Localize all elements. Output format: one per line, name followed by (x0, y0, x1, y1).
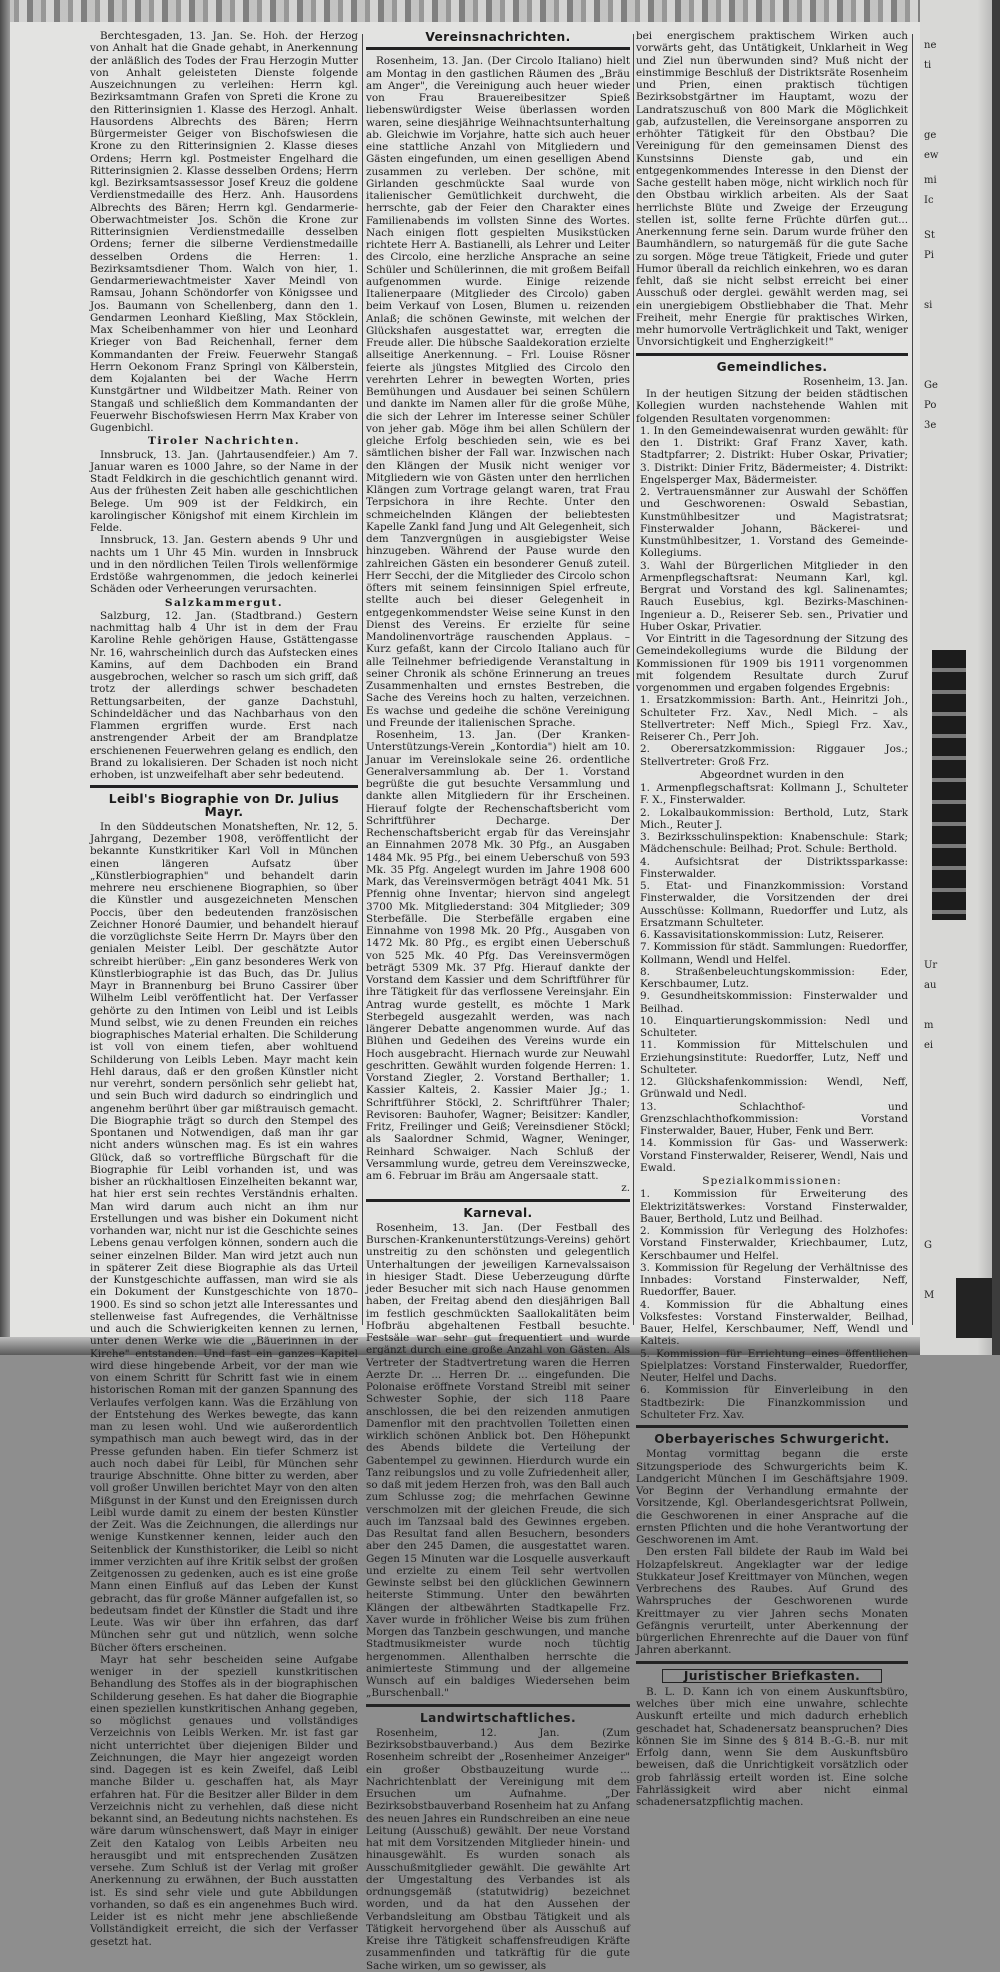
list-item: 11. Kommission für Mittelschulen und Erziehungsinstitute: Ruedorffer, Lutz, Neff und Schulteter. (640, 1039, 908, 1076)
election-list (636, 425, 908, 633)
article-text: Rosenheim, 12. Jan. (Zum Bezirksobstbauverband.) Aus dem Bezirke Rosenheim schreibt der „Rosenheimer Anzeiger" ein großer Obstbauzeitung wurde ... Nachrichtenblatt der Vereinigung mit dem Ersuchen um Aufnahme. „Der Bezirksobstbauverband Rosenheim hat zu Anfang des neuen Jahres ein Rundschreiben an eine neue Leitung (Ausschuß) gewählt. Der neue Vorstand hat mit dem Vorsitzenden Mitglieder hinein- und hinausgewählt. Es wurden sonach als Ausschußmitglieder gewählt. Die gewählte Art der Umgestaltung des Verbandes ist als ordnungsgemäß (statutwidrig) bezeichnet worden, und da hat den Aussehen der Verbandsleitung am Obstbau Tätigkeit und als Tätigkeit hervorgehend über als Ausschuß auf Kreise ihre Tätigkeit schaffensfreudigen Kräfte zusammenfinden und tatkräftig für die gute Sache wirken, um so gewisser, als (366, 1726, 630, 1972)
adjacent-text-fragment: Po (924, 400, 937, 411)
article-dateline: Rosenheim, 13. Jan. (802, 375, 908, 388)
adjacent-text-fragment: Ge (924, 380, 938, 391)
list-item: 5. Etat- und Finanzkommission: Vorstand Finsterwalder, die Vorsitzenden der drei Ausschüsse: Kollmann, Ruedorffer und Lutz, als Ersatzmann Schulteter. (640, 880, 908, 929)
article-obstbau-continued (636, 30, 908, 349)
column-divider-3 (912, 34, 913, 1325)
adjacent-text-fragment: 3e (924, 420, 937, 431)
list-subheading: Abgeordnet wurden in den (699, 768, 845, 781)
list-item: 6. Kassavisitationskommission: Lutz, Reiserer. (640, 929, 885, 941)
article-text: Rosenheim, 13. Jan. (Der Festball des Burschen-Krankenunterstützungs-Vereins) gehört unstreitig zu den schönsten und gelegentlich Unterhaltungen der jeweiligen Karnevalssaison in hiesiger Stadt. Diese Ueberzeugung dürfte jeder Besucher mit sich nach Hause genommen haben, der Freitag abend den diesjährigen Ball im festlich geschmückten Saallokalitäten beim Hofbräu abgehaltenen Festball besuchte. Festsäle war sehr gut frequentiert und wurde ergänzt durch eine große Anzahl von Gästen. Als Vertreter der Stadtvertretung waren die Herren Aerzte Dr. ... Herren Dr. ... eingefunden. Die Polonaise eröffnete Vorstand Streibl mit seiner Schwester Sophie, der sich 118 Paare anschlossen, die bei den reizenden anmutigen Damenflor mit den prachtvollen Toiletten einen wirklich schönen Anblick bot. Den Höhepunkt des Abends bildete die Verteilung der Gabentempel zu gewinnen. Hierdurch wurde ein Tanz reibungslos und zu volle Zufriedenheit aller, so daß mit jedem Herzen froh, was den Ball auch zum Schlusse zog; die mehrfachen Gewinne verschmolzen mit der gleichen Freude, die sich auch im Tanzsaal bald des Gewinnes ergeben. Das Resultat fand allen Besuchern, besonders aber den 245 Damen, die ausgestattet waren. Gegen 15 Minuten war die Losquelle ausverkauft und erzielte zu einem Teil sehr wertvollen Gewinste selbst bei den glücklichen Gewinnern heiterste Stimmung. Unter den bewährten Klängen der altbewährten Stadtkapelle Frz. Xaver wurde in fröhlicher Weise bis zum frühen Morgen das Tanzbein geschwungen, und manche Stadtmusikmeister wurde noch tüchtig hergenommen. Allenthalben herrschte die animierteste Stimmung und der allgemeine Wunsch auf ein baldiges Wiedersehen beim „Burschenball." (366, 1221, 630, 1700)
adjacent-text-fragment: ge (924, 130, 937, 141)
section-heading-tirol: Tiroler Nachrichten. (147, 435, 301, 448)
section-heading-vereine: Vereinsnachrichten. (425, 30, 571, 44)
article-text: Rosenheim, 13. Jan. (Der Kranken-Unterstützungs-Verein „Kontordia") hielt am 10. Januar im Vereinslokale seine 26. ordentliche Generalversammlung ab. Der 1. Vorstand begrüßte die gut besuchte Versammlung und dankte allen Mitgliedern für ihr Erscheinen. Hierauf folgte der Rechenschaftsbericht vom Schriftführer Decharge. Der Rechenschaftsbericht ergab für das Vereinsjahr an Einnahmen 2078 Mk. 30 Pfg., an Ausgaben 1484 Mk. 95 Pfg., bei einem Ueberschuß von 593 Mk. 35 Pfg. Angelegt wurden im Jahre 1908 600 Mark, das Vereinsvermögen beträgt 4041 Mk. 51 Pfennig ohne Inventar; hiervon sind angelegt 3700 Mk. Mitgliederstand: 304 Mitglieder; 309 Sterbefälle. Die Sterbefälle ergaben eine Einnahme von 1998 Mk. 20 Pfg., Ausgaben von 1472 Mk. 80 Pfg., es ergibt einen Ueberschuß von 525 Mk. 40 Pfg. Das Vereinsvermögen beträgt 5309 Mk. 37 Pfg. Hierauf dankte der Vorstand dem Kassier und dem Schriftführer für ihre Tätigkeit für das verflossene Vereinsjahr. Ein Antrag wurde gestellt, es möchte 1 Mark Sterbegeld ausgezahlt werden, was nach längerer Debatte angenommen wurde. Auf das Blühen und Gedeihen des Vereins wurde ein Hoch ausgebracht. Hiernach wurde zur Neuwahl geschritten. Gewählt wurden folgende Herren: 1. Vorstand Ziegler, 2. Vorstand Berthaller; 1. Kassier Kalteis, 2. Kassier Maier Jg.; 1. Schriftführer Stöckl, 2. Schriftführer Thaler; Revisoren: Bauhofer, Wagner; Beisitzer: Kandler, Fritz, Freilinger und Geiß; Vereinsdiener Stöckl; als Saalordner Schmid, Wagner, Weninger, Reinhard Schwaiger. Nach Schluß der Versammlung wurde, getreu dem Vereinszwecke, am 6. Februar im Bräu am Angersaale statt. (366, 729, 630, 1182)
column-left (90, 30, 358, 1948)
article-text: Vor Eintritt in die Tagesordnung der Sitzung des Gemeindekollegiums wurde die Bildung der Kommissionen für 1909 bis 1911 vorgenommen mit folgendem Resultate durch Zuruf vorgenommen und ergaben folgendes Ergebnis: (636, 633, 908, 694)
section-heading-schwurgericht: Oberbayerisches Schwurgericht. (654, 1432, 890, 1446)
article-innsbruck-2 (90, 534, 358, 595)
adjacent-text-fragment: Ur (924, 960, 938, 971)
adjacent-text-fragment: M (924, 1290, 935, 1301)
section-rule (636, 353, 908, 356)
list-item: 9. Gesundheitskommission: Finsterwalder und Beilhad. (640, 990, 908, 1015)
article-text: bei energischem praktischem Wirken auch vorwärts geht, das Untätigkeit, Unklarheit in Weg und Ziel nun überwunden sind? Muß nicht der einstimmige Beschluß der Distriktsräte Rosenheim und Prien, einen praktisch tüchtigen Bezirksobstgärtner im Hauptamt, wozu der Landratszuschuß von 800 Mark die Möglichkeit gab, aufzustellen, die Vereinsorgane ansporren zu erhöhter Tätigkeit für den Obstbau? Die Vereinigung für den gemeinsamen Dienst des Kunstsinns Dienste gab, und ein entgegenkommendes Interesse in den Dienst der Sache gestellt haben möge, nicht wirklich noch für den Obstbau wirklich arbeiten. Als der Saat herrlichste Blüte und Zweige der Erzeugung stellen ist, sollte ferne Früchte dürfen gut... Anerkennung ferne sein. Darum wurde früher den Baumhändlern, so naturgemäß für die gute Sache zu sorgen. Möge treue Tätigkeit, Friede und guter Humor überall da reichlich einkehren, wo es daran fehlt, daß sie nicht selbst erreicht bei einer Ausschuß oder derglei. gewählt werden mag, sei ein unergiebigem Obstliebhaber die That. Mehr Freiheit, mehr Energie für praktisches Wirken, mehr humorvolle Verträglichkeit und Takt, weniger Unvorsichtigkeit und Engherzigkeit!" (636, 30, 908, 349)
article-text: Innsbruck, 13. Jan. Gestern abends 9 Uhr und nachts um 1 Uhr 45 Min. wurden in Innsbruck und in den nördlichen Teilen Tirols wellenförmige Erdstöße wahrgenommen, die jedoch keinerlei Schäden oder Verheerungen verursachten. (90, 534, 358, 596)
list-item: 3. Wahl der Bürgerlichen Mitglieder in den Armenpflegschaftsrat: Neumann Karl, kgl. Bergrat und Vorstand des kgl. Salinenamtes; Rauch Eusebius, kgl. Bezirks-Maschinen-Ingenieur a. D., Reiserer Seb. sen., Privatier und Huber Oskar, Privatier. (640, 559, 908, 633)
article-text: Berchtesgaden, 13. Jan. Se. Hoh. der Herzog von Anhalt hat die Gnade gehabt, in Anerkennung der anläßlich des Todes der Frau Herzogin Mutter von Anhalt geleisteten Dienste folgende Auszeichnungen zu verleihen: Herrn kgl. Bezirksamtmann Grafen von Spreti die Krone zu den Ritterinsignien 1. Klasse des Herzogl. Anhalt. Hausordens Albrechts des Bären; Herrn Bürgermeister Geiger von Bischofswiesen die Krone zu den Ritterinsignien 2. Klasse dieses Ordens; Herrn kgl. Postmeister Engelhard die Ritterinsignien 2. Klasse desselben Ordens; Herrn kgl. Bezirksamtsassessor Josef Kreuz die goldene Verdienstmedaille des Herz. Anh. Hausordens Albrechts des Bären; Herrn kgl. Gendarmerie-Oberwachtmeister Jos. Schön die Krone zur Ritterinsignien Verdienstmedaille desselben Ordens; ferner die silberne Verdienstmedaille desselben Ordens die Herren: 1. Bezirksamtsdiener Thom. Walch von hier, 1. Gendarmeriewachtmeister Xaver Meindl von Ramsau, Johann Schöndorfer von Königssee und Jos. Baumann von Schellenberg, dann den 1. Gendarmen Leonhard Kießling, Max Stöcklein, Max Scheibenhammer von hier und Leonhard Krieger von Bad Reichenhall, ferner dem Kommandanten der Freiw. Feuerwehr Stangaß Herrn Oekonom Franz Springl von Kälberstein, dem Kojalanten bei der Wache Herrn Kunstgärtner und Wildbeitzer Math. Reiner von Stangaß und schließlich dem Kommandanten der Feuerwehr Bischofswiesen Herrn Max Kraber von Gugenbichl. (90, 30, 358, 434)
list-item: 4. Aufsichtsrat der Distriktssparkasse: Finsterwalder. (640, 855, 908, 880)
article-text: Innsbruck, 13. Jan. (Jahrtausendfeier.) Am 7. Januar waren es 1000 Jahre, so der Name in der Stadt Feldkirch in die geschichtlich genannt wird. Aus der frühesten Zeit haben alle geschichtlichen Belege. Um 909 ist der Feldkirch, ein karolingischer Königshof mit einem Kirchlein im Felde. (90, 448, 358, 534)
adjacent-text-fragment: ew (924, 150, 939, 161)
article-briefkasten (636, 1686, 908, 1809)
list-item: 1. Armenpflegschaftsrat: Kollmann J., Schulteter F. X., Finsterwalder. (640, 782, 908, 807)
commission-list (636, 694, 908, 768)
section-rule (366, 47, 630, 50)
article-gemeinde (636, 376, 908, 1421)
section-heading-salzkammergut: Salzkammergut. (164, 596, 284, 609)
article-text: In der heutigen Sitzung der beiden städtischen Kollegien wurden nachstehende Wahlen mit folgenden Resultaten vorgenommen: (636, 388, 908, 425)
article-text: Mayr hat sehr bescheiden seine Aufgabe weniger in der speziell kunstkritischen Behandlung des Stoffes als in der biographischen Schilderung gesehen. Es hat daher die Biographie einen speziellen kunstkritischen Anhang gegeben, so möglichst genaues und vollständiges Verzeichnis von Leibls Werken. Mr. ist fast gar nicht unterrichtet über diejenigen Bilder und Zeichnungen, die Mayr hier angezeigt worden sind. Dagegen ist es kein Zweifel, daß Leibl manche Bilder u. geschaffen hat, als Mayr erfahren hat. Für die Besitzer aller Bilder in dem Verzeichnis nicht zu verhehlen, daß diese nicht bekannt sind, an Bedeutung nichts nachstehen. Es wäre darum wünschenswert, daß Mayr in einiger Zeit den Katalog von Leibls Arbeiten neu herausgibt und mit entsprechenden Zusätzen versehe. Zum Schluß ist der Verlag mit großer Anerkennung zu erwähnen, der Buch ausstatten ist. Es sind sehr viele und gute Abbildungen vorhanden, so daß es ein angenehmes Buch wird. Leider ist es nicht mehr jene abschließende Vollständigkeit erreicht, die sich der Verfasser gesetzt hat. (90, 1653, 358, 1948)
article-schwurgericht (636, 1448, 908, 1656)
article-text: In den Süddeutschen Monatsheften, Nr. 12, 5. Jahrgang, Dezember 1908, veröffentlicht der bekannte Kunstkritiker Karl Voll in München einen längeren Aufsatz über „Künstlerbiographien" und behandelt darin mehrere neu erschienene Biographien, so über die Künstler und ausgezeichneten Menschen Poccis, über den bedeutenden französischen Zeichner Honoré Daumier, und behandelt hierauf die vorzüglichste Seite Herrn Dr. Mayrs über den genialen Meister Leibl. Der geschätzte Autor schreibt hierüber: „Ein ganz besonderes Werk von Künstlerbiographie ist das Buch, das Dr. Julius Mayr in Brannenburg bei Bruno Cassirer über Wilhelm Leibl veröffentlicht hat. Der Verfasser gehörte zu den Intimen von Leibl und ist Leibls Mund selbst, wie zu denen Freunden ein reiches biographisches Material erhalten. Die Schilderung ist voll von einem tiefen, aber wohltuend Schilderung von Leibls Leben. Mayr macht kein Hehl daraus, daß er den großen Künstler nicht nur verehrt, sondern persönlich sehr geliebt hat, und sein Buch wird dadurch so eindringlich und angenehm berührt über gar mißtrauisch gemacht. Die Biographie trägt so durch den Stempel des Spontanen und Notwendigen, daß man ihr gar nicht anders wünschen mag. Es ist ein wahres Glück, daß so vortreffliche Bürgschaft für die Biographie für Leibl vorhanden ist, und was bisher an rückhaltlosen Einzelheiten bekannt war, hat hier erst sein rechtes Verständnis erhalten. Man wird darum auch nicht an ihm nur Erstellungen und was bisher ein Dokument nicht vorhanden war, nicht nur ist die Geschichte seines Lebens genau verfolgen können, sondern auch die seiner einzelnen Bilder. Man wird jetzt auch nun in späterer Zeit diese Biographie als das Urteil der Kunstgeschichte auffassen, man wird sie als ein Dokument der Kunstgeschichte von 1870–1900. Es sind so schon jetzt alle Interessantes und stellenweise fast Aufregendes, die Verhältnisse und auch die Schwierigkeiten kennen zu lernen, unter denen Werke wie die „Bäuerinnen in der Kirche" entstanden. Und fast ein ganzes Kapitel wird diese hingebende Arbeit, vor der man wie von einem Schritt für Schritt fast wie in einem historischen Roman mit der ganzen Spannung des Verlaufes verfolgen kann. Was die Erzählung von der Entstehung des Werkes bewegte, das kann man zu lesen wohl. Und wie außerordentlich sympathisch man auch bewegt wird, das in der Presse gefunden haben. Ein tiefer Schmerz ist auch noch dabei für Leibl, für München sehr traurige Abschnitte. Ohne bitter zu werden, aber voll großer Unwillen berichtet Mayr von den alten Mißgunst in der Kunst und den Ereignissen durch Leibl wurde damit zu einem der besten Künstler der Zeit. Was die Zeichnungen, die allerdings nur wenige Kunstkenner kennen, leider auch den Seitenblick der Kunsthistoriker, die Leibl so nicht immer verzichten auf ihre Kritik selbst der großen Zeitgenossen zu gedenken, auch es ist eine große Mann einen Einfluß auf das Leben der Kunst gebracht, das für große Männer aufgefallen ist, so bedeutsam findet der Künstler die Stadt und ihre Leute. Was wir über ihn erfahren, das darf München sehr gut und nützlich, wenn solche Bücher öfters erscheinen. (90, 820, 358, 1654)
article-signature: z. (621, 1182, 630, 1195)
list-item: 5. Kommission für Errichtung eines öffentlichen Spielplatzes: Vorstand Finsterwalder, Ruedorffer, Neuter, Helfel und Dachs. (640, 1347, 908, 1384)
column-middle (366, 30, 630, 1972)
list-item: 1. In den Gemeindewaisenrat wurden gewählt: für den 1. Distrikt: Graf Franz Xaver, kath. Stadtpfarrer; 2. Distrikt: Huber Oskar, Privatier; 3. Distrikt: Dinier Fritz, Bädermeister; 4. Distrikt: Engelsperger Max, Bädermeister. (640, 424, 908, 486)
list-subheading: Spezialkommissionen: (702, 1175, 842, 1187)
section-heading-landwirtschaft: Landwirtschaftliches. (420, 1710, 576, 1725)
list-item: 3. Kommission für Regelung der Verhältnisse des Innbades: Vorstand Finsterwalder, Neff, Ruedorffer, Bauer. (640, 1261, 908, 1299)
list-item: 2. Kommission für Verlegung des Holzhofes: Vorstand Finsterwalder, Kriechbaumer, Lutz, Kerschbaumer und Helfel. (640, 1225, 908, 1262)
article-text: Den ersten Fall bildete der Raub im Wald bei Holzapfelskreut. Angeklagter war der ledige Stukkateur Josef Kreittmayer von München, wegen Verbrechens des Raubes. Auf Grund des Wahrspruches der Geschworenen wurde Kreittmayer zu vier Jahren sechs Monaten Gefängnis verurteilt, unter Aberkennung der bürgerlichen Ehrenrechte auf die Dauer von fünf Jahren aberkannt. (636, 1546, 908, 1657)
adjacent-text-fragment: Pi (924, 250, 934, 261)
list-item: 4. Kommission für die Abhaltung eines Volksfestes: Vorstand Finsterwalder, Beilhad, Bauer, Helfel, Kerschbaumer, Neff, Wendl und Kalteis. (640, 1298, 908, 1348)
scan-left-edge (0, 0, 10, 1355)
list-item: 14. Kommission für Gas- und Wasserwerk: Vorstand Finsterwalder, Reiserer, Wendl, Nais und Ewald. (640, 1137, 908, 1174)
article-kontordia (366, 729, 630, 1195)
list-item: 1. Ersatzkommission: Barth. Ant., Heinritzi Joh., Schulteter Frz. Xav., Nedl Mich. – als Stellvertreter: Neff Mich., Spiegl Frz. Xav., Reiserer Ch., Perr Joh. (640, 694, 908, 743)
list-item: 2. Vertrauensmänner zur Auswahl der Schöffen und Geschworenen: Oswald Sebastian, Kunstmühlbesitzer und Magistratsrat; Finsterwalder Johann, Bäckerei- und Kunstmühlbesitzer, 1. Vorstand des Gemeinde-Kollegiums. (640, 486, 908, 560)
article-obstbau (366, 1727, 630, 1972)
adjacent-text-fragment: ti (924, 60, 932, 71)
section-rule (636, 1425, 908, 1428)
adjacent-text-fragment: G (924, 1240, 932, 1251)
adjacent-page-ad-block (956, 1278, 996, 1338)
article-berchtesgaden (90, 30, 358, 434)
delegation-list (636, 782, 908, 1174)
section-heading-karneval: Karneval. (463, 1205, 533, 1220)
list-item: 2. Lokalbaukommission: Berthold, Lutz, Stark Mich., Reuter J. (640, 806, 908, 831)
special-commission-list (636, 1188, 908, 1421)
section-rule (636, 1661, 908, 1664)
adjacent-page-headline-block (932, 650, 966, 920)
adjacent-text-fragment: si (924, 300, 933, 311)
adjacent-text-fragment: au (924, 980, 937, 991)
article-festball (366, 1222, 630, 1700)
scan-top-edge (0, 0, 1000, 22)
adjacent-text-fragment: St (924, 230, 935, 241)
adjacent-text-fragment: ei (924, 1040, 934, 1051)
article-text: Salzburg, 12. Jan. (Stadtbrand.) Gestern nachmittag halb 4 Uhr ist in dem der Frau Karoline Rehle gehörigen Hause, Gstättengasse Nr. 16, wahrscheinlich durch das Aufstecken eines Kamins, auf dem Dachboden ein Brand ausgebrochen, welcher so rasch um sich griff, daß trotz der allerdings schwer beschadeten Rettungsarbeiten, der ganze Dachstuhl, Schindeldächer und das Nachbarhaus von den Flammen ergriffen wurde. Erst nach anstrengender Arbeit der am Brandplatze erschienenen Feuerwehren gelang es endlich, den Brand zu lokalisieren. Der Schaden ist noch nicht erhoben, ist unzweifelhaft aber sehr bedeutend. (90, 609, 358, 781)
list-item: 13. Schlachthof- und Grenzschlachthofkommission: Vorstand Finsterwalder, Bauer, Huber, Fenk und Berr. (640, 1100, 908, 1137)
adjacent-text-fragment: m (924, 1020, 934, 1031)
list-item: 2. Oberersatzkommission: Riggauer Jos.; Stellvertreter: Groß Frz. (640, 743, 908, 768)
adjacent-text-fragment: Ic (924, 195, 934, 206)
column-divider-2 (633, 34, 634, 1325)
adjacent-page-strip (920, 0, 1000, 1355)
list-item: 10. Einquartierungskommission: Nedl und Schulteter. (640, 1014, 908, 1039)
section-rule (366, 1704, 630, 1707)
article-circolo (366, 55, 630, 729)
list-item: 12. Glückshafenkommission: Wendl, Neff, Grünwald und Nedl. (640, 1076, 908, 1101)
list-item: 6. Kommission für Einverleibung in den Stadtbezirk: Die Finanzkommission und Schulteter Frz. Xav. (640, 1384, 908, 1421)
section-heading-leibl: Leibl's Biographie von Dr. Julius Mayr. (108, 792, 340, 819)
section-rule (366, 1199, 630, 1202)
section-heading-gemeindliches: Gemeindliches. (716, 359, 828, 374)
article-text: Montag vormittag begann die erste Sitzungsperiode des Schwurgerichts beim K. Landgericht München I im Geschäftsjahre 1909. Vor Beginn der Verhandlung ermahnte der Vorsitzende, Kgl. Oberlandesgerichtsrat Pollwein, die Geschworenen in einer Ansprache auf die ernsten Pflichten und die hohe Verantwortung der Geschworenen im Amt. (636, 1448, 908, 1546)
article-leibl (90, 821, 358, 1948)
article-salzburg (90, 610, 358, 782)
list-item: 3. Bezirksschulinspektion: Knabenschule: Stark; Mädchenschule: Beilhad; Prot. Schule: Berthold. (640, 831, 908, 856)
list-item: 7. Kommission für städt. Sammlungen: Ruedorffer, Kollmann, Wendl und Helfel. (640, 941, 908, 966)
list-item: 8. Straßenbeleuchtungskommission: Eder, Kerschbaumer, Lutz. (640, 965, 908, 990)
adjacent-text-fragment: mi (924, 175, 937, 186)
column-divider-1 (362, 34, 363, 1325)
article-text: Rosenheim, 13. Jan. (Der Circolo Italiano) hielt am Montag in den gastlichen Räumen des „Bräu am Anger", die Vereinigung auch heuer wieder von Frau Brauereibesitzer Spieß liebenswürdigster Weise überlassen worden waren, seine diesjährige Weihnachtsunterhaltung ab. Gleichwie im Vorjahre, hatte sich auch heuer eine stattliche Anzahl von Mitgliedern und Gästen eingefunden, um einen geselligen Abend zusammen zu verleben. Der schöne, mit Girlanden geschmückte Saal wurde von italienischer Gemütlichkeit durchweht, die herrschte, gab der Feier den Charakter eines Familienabends im vollsten Sinne des Wortes. Nach einigen flott gespielten Musikstücken richtete Herr A. Bastianelli, als Lehrer und Leiter des Circolo, eine herzliche Ansprache an seine Schüler und Schülerinnen, die mit großem Beifall aufgenommen wurde. Einige reizende Italienerpaare (Mitglieder des Circolo) gaben beim Verkauf von Losen, Blumen u. reizenden Anlaß; die schönen Gewinste, mit welchen der Glückshafen ausgestattet war, erregten die Freude aller. Die hübsche Saaldekoration erzielte allseitige Anerkennung. – Frl. Louise Rösner feierte als jüngstes Mitglied des Circolo den verehrten Lehrer in bewegten Worten, pries Bemühungen und Ausdauer bei seinen Schülern und dankte im Namen aller für die große Mühe, die sich der Lehrer im Interesse seiner Schüler von jeher gab. Möge ihm bei allen Schülern der gleiche Erfolg beschieden sein, wie es bei sämtlichen bisher der Fall war. Inzwischen nach den Klängen der Musik nicht weniger vor Mitgliedern wie von Gästen unter den herrlichen Klängen zum Vortrage gelangt waren, trat Frau Terpsichora in ihre Rechte. Unter den schmeichelnden Klängen der beliebtesten Kapelle Zankl fand Jung und Alt Gelegenheit, sich dem Tanzvergnügen in ausgiebigster Weise hinzugeben. Während der Pause wurde den zahlreichen Gästen ein besonderer Genuß zuteil. Herr Secchi, der die Mitglieder des Circolo schon öfters mit seinem feinsinnigen Spiel erfreute, stellte auch bei dieser Gelegenheit in entgegenkommendster Weise seine Kunst in den Dienst des Vereins. Er erzielte für seine Mandolinenvorträge rauschenden Applaus. – Kurz gefaßt, kann der Circolo Italiano auch für alle Teilnehmer befriedigende Veranstaltung in seiner Chronik als schöne Erinnerung an treues Zusammenhalten und ernstes Bestreben, die Sache des Vereins hoch zu halten, verzeichnen. Es wachse und gedeihe die schöne Vereinigung und Freunde der italienischen Sprache. (366, 55, 630, 729)
scan-right-edge (992, 0, 1000, 1355)
article-text: B. L. D. Kann ich von einem Auskunftsbüro, welches über mich eine unwahre, schlechte Auskunft erteilte und mich dadurch erheblich geschadet hat, Schadenersatz beanspruchen? Dies können Sie im Sinne des § 814 B.-G.-B. nur mit Erfolg dann, wenn Sie dem Auskunftsbüro beweisen, daß die Unrichtigkeit vorsätzlich oder grob fahrlässig erteilt worden ist. Eine solche Fahrlässigkeit wird aber nicht einmal schadenersatzpflichtig machen. (636, 1685, 908, 1808)
column-right (636, 30, 908, 1808)
article-innsbruck-1 (90, 449, 358, 535)
section-heading-briefkasten: Juristischer Briefkasten. (662, 1669, 882, 1683)
adjacent-text-fragment: ne (924, 40, 937, 51)
section-rule (90, 785, 358, 788)
list-item: 1. Kommission für Erweiterung des Elektrizitätswerkes: Vorstand Finsterwalder, Bauer, Berthold, Lutz und Beilhad. (640, 1188, 908, 1225)
